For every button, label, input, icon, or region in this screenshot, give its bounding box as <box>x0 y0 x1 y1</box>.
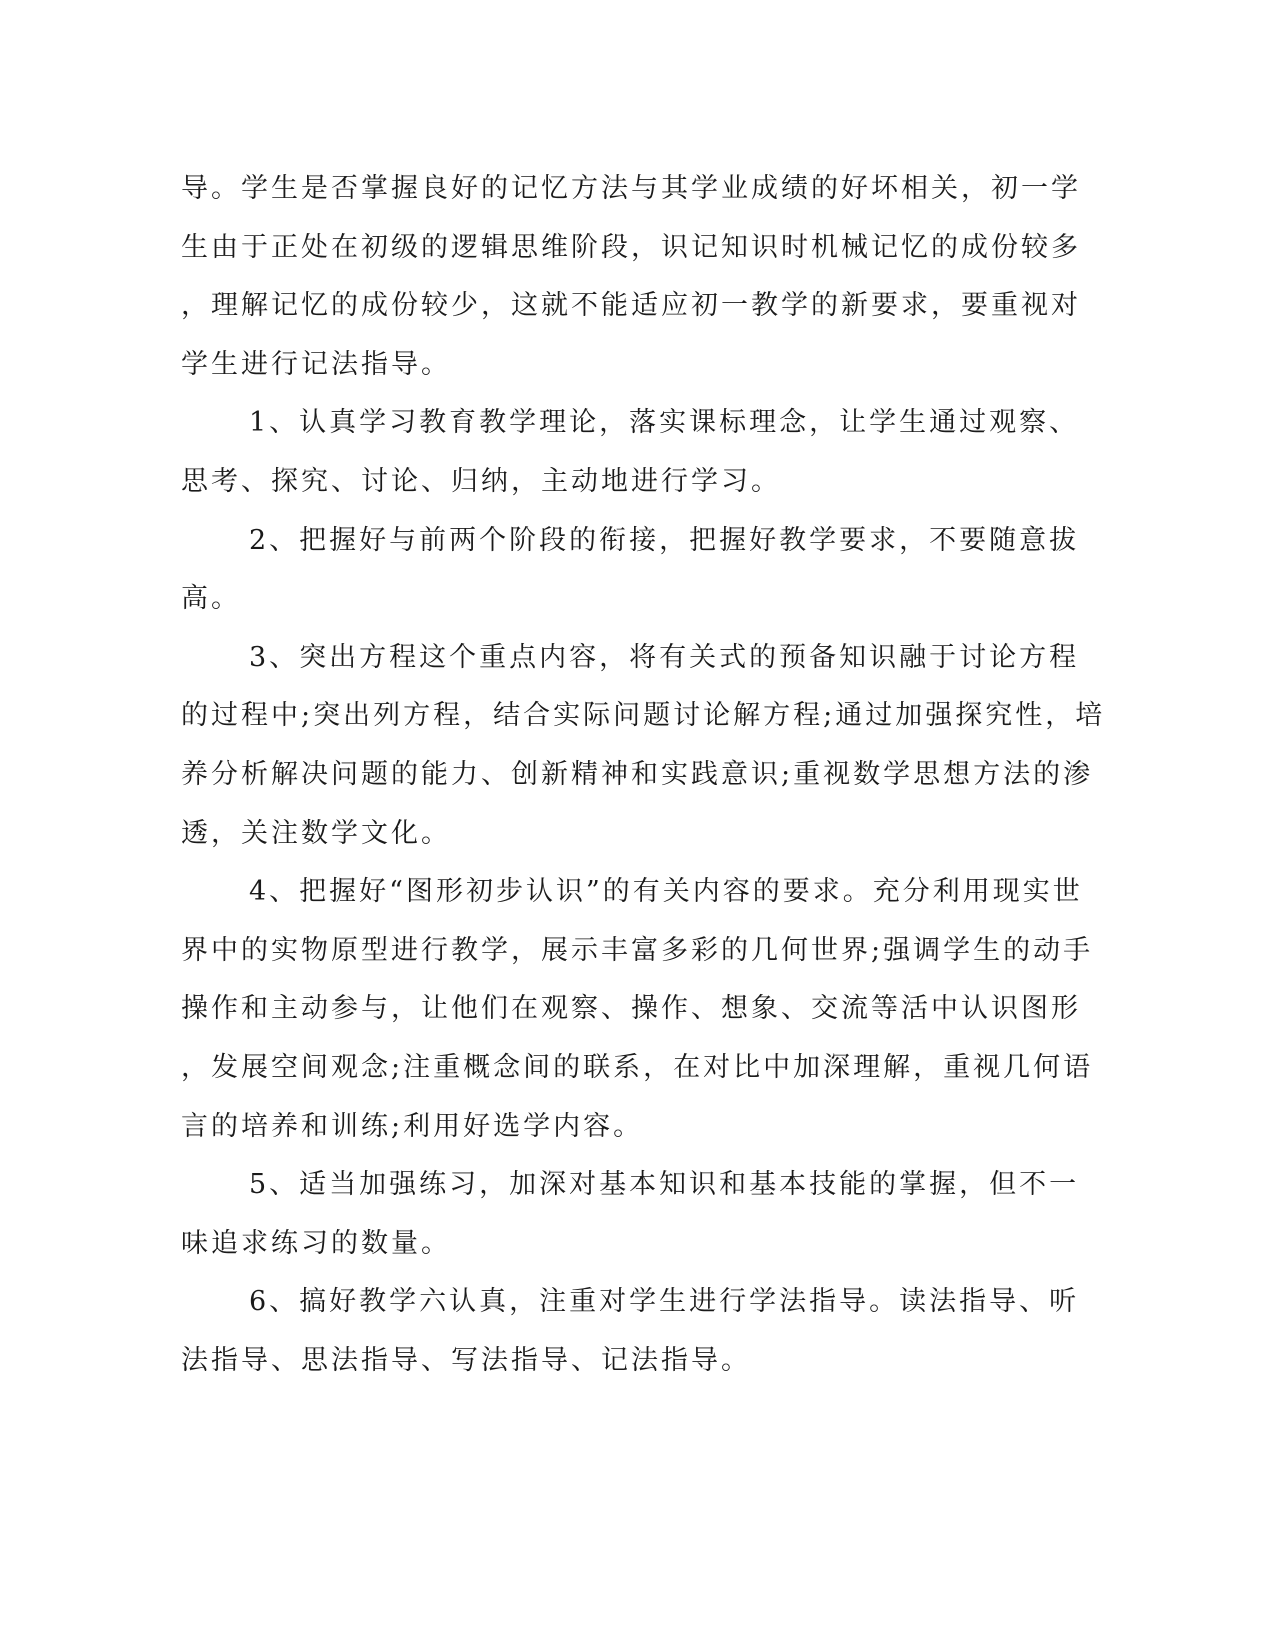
text-line: 言的培养和训练;利用好选学内容。 <box>181 1110 644 1142</box>
text-line: 5、适当加强练习，加深对基本知识和基本技能的掌握，但不一 <box>249 1169 1080 1201</box>
text-line: 2、把握好与前两个阶段的衔接，把握好教学要求，不要随意拔 <box>249 524 1080 556</box>
text-line: ，理解记忆的成份较少，这就不能适应初一教学的新要求，要重视对 <box>181 290 1081 322</box>
text-line: 操作和主动参与，让他们在观察、操作、想象、交流等活中认识图形 <box>181 993 1081 1025</box>
text-line: 味追求练习的数量。 <box>181 1227 451 1259</box>
text-line: 学生进行记法指导。 <box>181 348 451 380</box>
body-text <box>181 160 1106 1390</box>
text-line: 高。 <box>181 583 241 615</box>
text-line: 养分析解决问题的能力、创新精神和实践意识;重视数学思想方法的渗 <box>181 758 1094 790</box>
text-line: ，发展空间观念;注重概念间的联系，在对比中加深理解，重视几何语 <box>181 1051 1094 1083</box>
text-line: 透，关注数学文化。 <box>181 817 451 849</box>
text-line: 4、把握好“图形初步认识”的有关内容的要求。充分利用现实世 <box>249 876 1083 908</box>
text-line: 法指导、思法指导、写法指导、记法指导。 <box>181 1344 751 1376</box>
text-line: 思考、探究、讨论、归纳，主动地进行学习。 <box>181 465 781 497</box>
text-line: 3、突出方程这个重点内容，将有关式的预备知识融于讨论方程 <box>249 641 1080 673</box>
text-line: 1、认真学习教育教学理论，落实课标理念，让学生通过观察、 <box>249 407 1080 439</box>
text-line: 导。学生是否掌握良好的记忆方法与其学业成绩的好坏相关，初一学 <box>181 173 1081 204</box>
text-line: 的过程中;突出列方程，结合实际问题讨论解方程;通过加强探究性，培 <box>181 700 1106 732</box>
text-line: 生由于正处在初级的逻辑思维阶段，识记知识时机械记忆的成份较多 <box>181 231 1081 263</box>
text-line: 界中的实物原型进行教学，展示丰富多彩的几何世界;强调学生的动手 <box>181 934 1094 966</box>
text-line: 6、搞好教学六认真，注重对学生进行学法指导。读法指导、听 <box>249 1286 1080 1318</box>
